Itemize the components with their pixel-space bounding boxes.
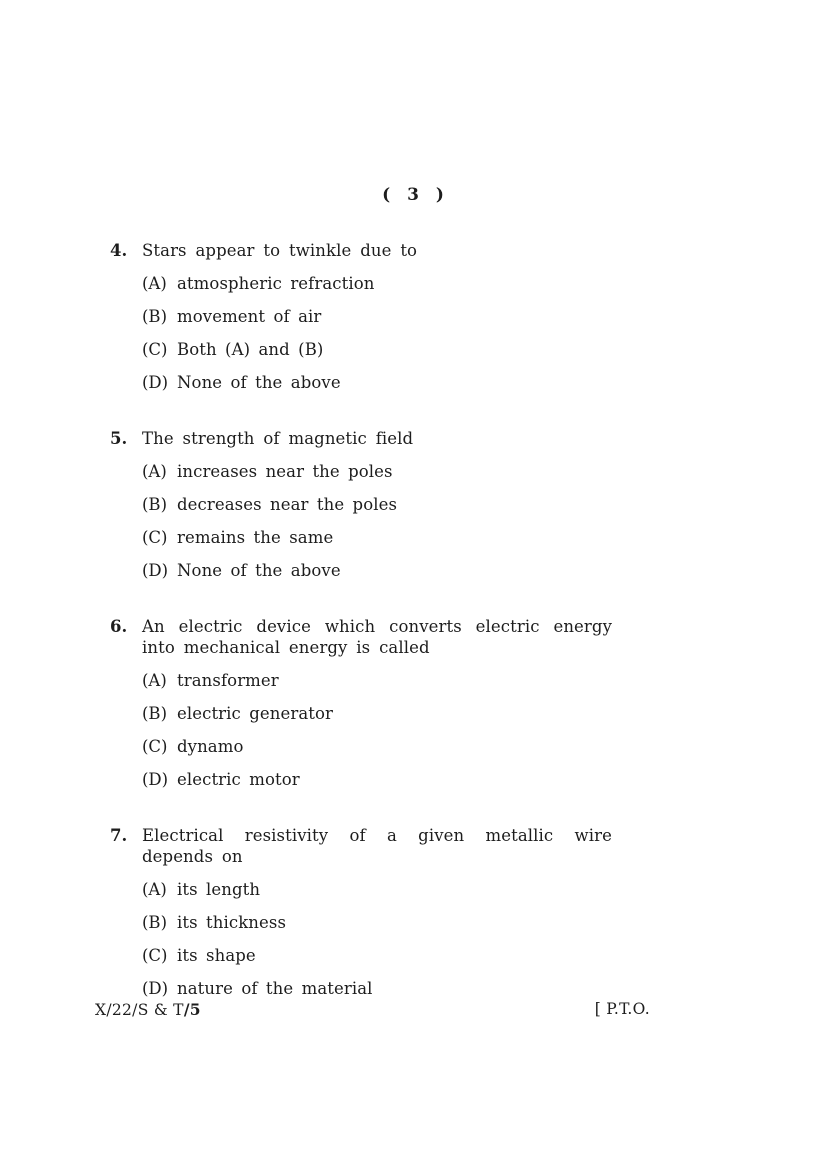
option-label: (D) <box>142 373 169 392</box>
question-text: The strength of magnetic field <box>142 429 414 448</box>
option-text: electric motor <box>177 770 300 789</box>
option-text: dynamo <box>177 737 244 756</box>
option-label: (D) <box>142 979 169 998</box>
option-c <box>142 945 612 966</box>
paper-code-suffix: /5 <box>183 1000 201 1019</box>
option-text: remains the same <box>177 528 334 547</box>
option-label: (B) <box>142 495 167 514</box>
pto-label: [ P.T.O. <box>594 1000 650 1018</box>
question-number: 4. <box>110 241 128 260</box>
option-label: (C) <box>142 737 168 756</box>
question-6 <box>110 616 612 790</box>
option-label: (C) <box>142 340 168 359</box>
option-b <box>142 703 612 724</box>
question-text: Electrical resistivity of a given metallic wire depends on <box>142 826 612 866</box>
option-text: movement of air <box>177 307 322 326</box>
option-text: atmospheric refraction <box>177 274 375 293</box>
question-text: An electric device which converts electric energy into mechanical energy is called <box>142 617 612 657</box>
option-label: (A) <box>142 671 167 690</box>
option-label: (B) <box>142 307 167 326</box>
option-text: decreases near the poles <box>177 495 398 514</box>
option-d <box>142 978 612 999</box>
option-text: Both (A) and (B) <box>177 340 324 359</box>
page-number: ( 3 ) <box>382 185 445 205</box>
option-c <box>142 527 612 548</box>
option-text: its length <box>177 880 261 899</box>
questions-section <box>110 240 612 1034</box>
option-text: electric generator <box>177 704 334 723</box>
option-text: None of the above <box>177 561 341 580</box>
option-label: (D) <box>142 770 169 789</box>
option-text: None of the above <box>177 373 341 392</box>
paper-code <box>95 1000 201 1019</box>
option-label: (A) <box>142 274 167 293</box>
question-number: 7. <box>110 826 128 845</box>
option-a <box>142 670 612 691</box>
page-footer <box>95 1000 650 1019</box>
question-number: 5. <box>110 429 128 448</box>
option-c <box>142 736 612 757</box>
option-text: increases near the poles <box>177 462 393 481</box>
question-number: 6. <box>110 617 128 636</box>
option-b <box>142 306 612 327</box>
question-text: Stars appear to twinkle due to <box>142 241 418 260</box>
option-text: its thickness <box>177 913 287 932</box>
paper-code-main: X/22/S & T <box>95 1001 184 1019</box>
option-label: (D) <box>142 561 169 580</box>
option-label: (C) <box>142 528 168 547</box>
option-label: (A) <box>142 880 167 899</box>
option-a <box>142 273 612 294</box>
option-d <box>142 372 612 393</box>
option-a <box>142 461 612 482</box>
option-label: (A) <box>142 462 167 481</box>
option-b <box>142 494 612 515</box>
option-label: (C) <box>142 946 168 965</box>
question-7 <box>110 825 612 999</box>
option-text: transformer <box>177 671 279 690</box>
option-d <box>142 560 612 581</box>
option-text: nature of the material <box>177 979 373 998</box>
option-text: its shape <box>177 946 256 965</box>
option-label: (B) <box>142 704 167 723</box>
option-d <box>142 769 612 790</box>
option-label: (B) <box>142 913 167 932</box>
question-5 <box>110 428 612 581</box>
option-b <box>142 912 612 933</box>
option-a <box>142 879 612 900</box>
question-4 <box>110 240 612 393</box>
option-c <box>142 339 612 360</box>
